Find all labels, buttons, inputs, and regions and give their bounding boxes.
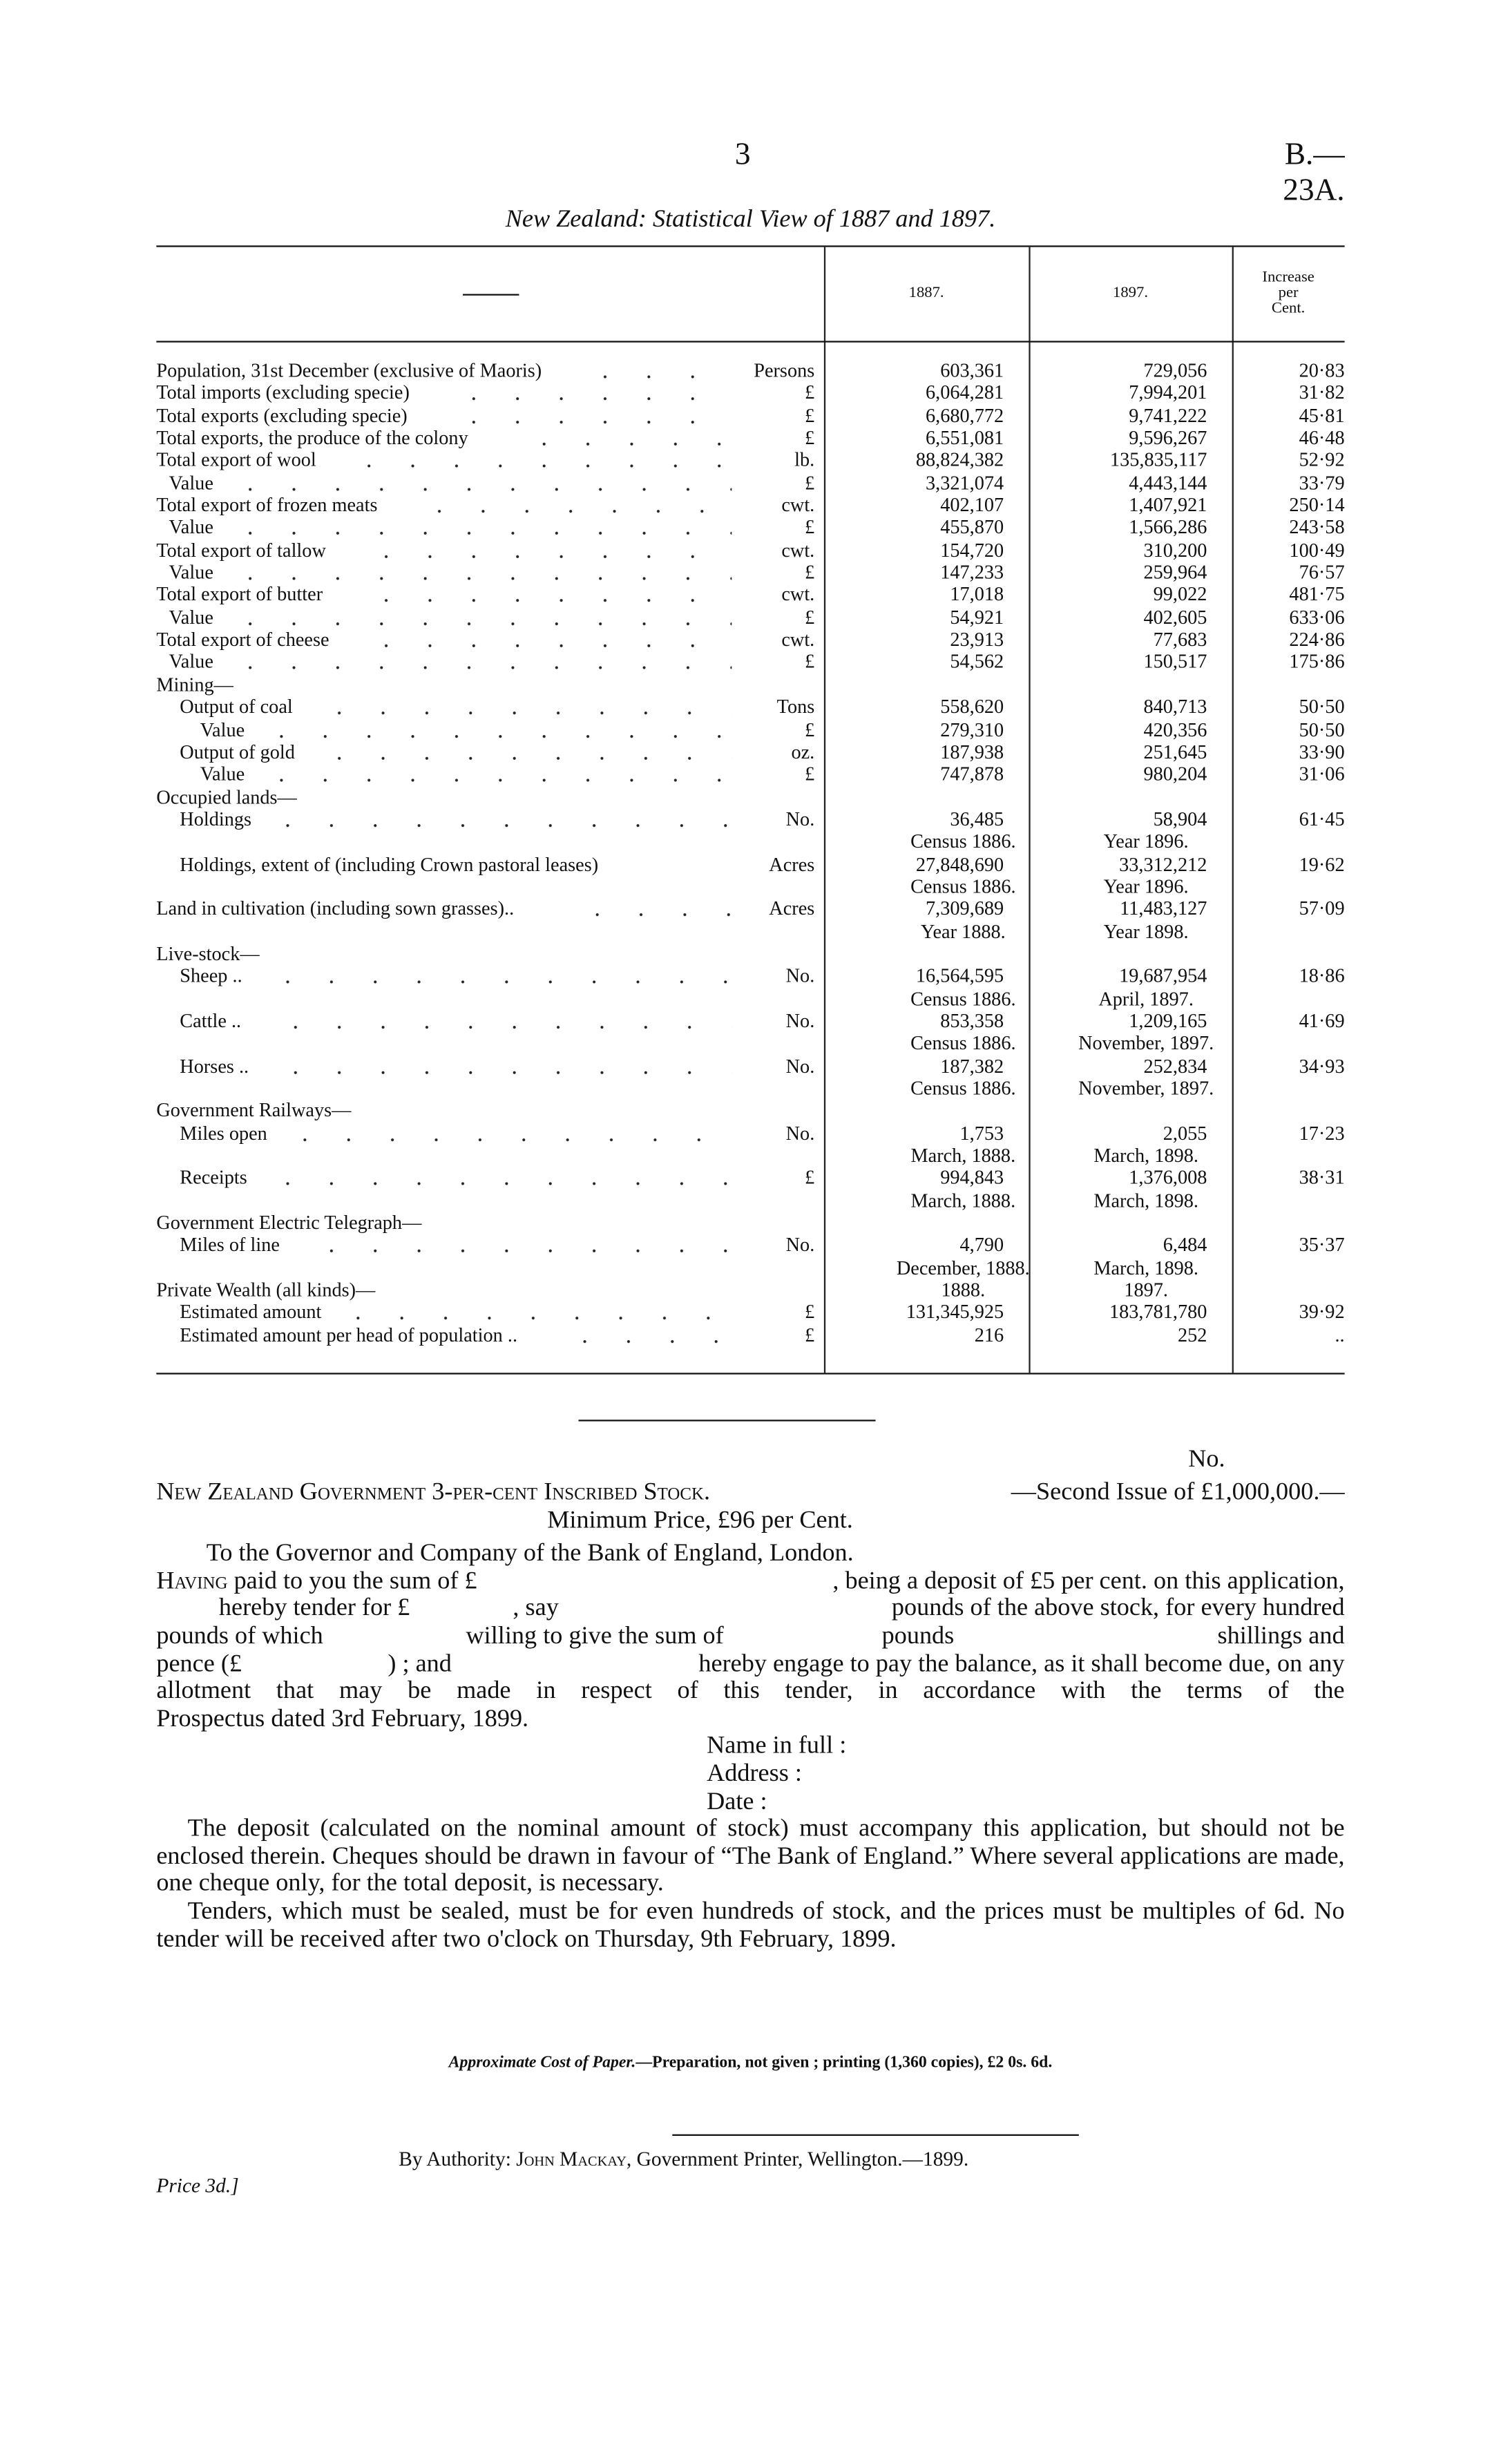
table-row [156,808,1344,830]
row-unit: No. [785,1234,815,1257]
row-label: Government Electric Telegraph— [156,1212,422,1234]
row-unit: cwt. [781,629,815,651]
value-1887: 994,843 [940,1167,1004,1190]
table-row [156,607,1344,629]
value-1897: 7,994,201 [1129,382,1207,404]
row-label: Value [169,516,213,539]
row-unit: No. [785,965,815,987]
cost-of-paper [156,2054,1344,2072]
value-1897: 402,605 [1143,606,1207,629]
increase-percent: 17·23 [1299,1122,1345,1145]
increase-percent: 33·90 [1299,741,1345,763]
row-label: Value [169,471,213,494]
form-addressee: To the Governor and Company of the Bank of England, London. [206,1540,854,1567]
form-text: shillings and [1217,1623,1345,1650]
increase-percent: 41·69 [1299,1010,1345,1032]
table-note-row [156,875,1344,897]
row-unit: No. [785,808,815,830]
row-unit: £ [805,382,815,404]
note-1887: March, 1888. [910,1189,1016,1212]
table-note-row [156,1078,1344,1100]
row-label: Output of gold [180,741,295,763]
table-row [156,763,1344,785]
row-unit: cwt. [781,494,815,517]
row-label: Horses .. [180,1055,249,1077]
row-label: Value [169,651,213,674]
tender-form [156,1479,1344,1953]
form-text: , say [513,1595,559,1623]
table-row [156,1010,1344,1032]
form-heading-title: New Zealand Government 3-per-cent Inscribed Stock. [156,1479,711,1506]
row-unit: £ [805,763,815,785]
increase-percent: .. [1335,1324,1345,1346]
value-1887: 853,358 [940,1010,1004,1032]
value-1887: 402,107 [940,494,1004,517]
address-field-label: Address : [707,1760,802,1788]
value-1897: 1,407,921 [1129,494,1207,517]
value-1897: 2,055 [1163,1122,1207,1145]
row-unit: £ [805,471,815,494]
value-1897: 183,781,780 [1109,1301,1207,1324]
dot-leader [228,517,732,539]
table-row [156,741,1344,763]
table-row [156,1301,1344,1324]
table-note-row [156,1257,1344,1279]
form-text: Having [156,1567,228,1595]
table-note-row [156,1145,1344,1167]
note-1887: 1888. [941,1279,986,1301]
row-label: Total exports (excluding specie) [156,404,408,427]
note-1897: Year 1896. [1103,875,1189,898]
increase-percent: 57·09 [1299,897,1345,920]
value-1897: 99,022 [1153,584,1207,606]
increase-percent: 38·31 [1299,1167,1345,1190]
row-label: Live-stock— [156,942,260,965]
dot-leader [260,763,732,785]
row-unit: Acres [769,852,815,875]
divider-line [578,1420,875,1421]
note-1897: March, 1898. [1093,1189,1198,1212]
increase-percent: 50·50 [1299,696,1345,718]
table-row [156,1167,1344,1189]
value-1887: 54,562 [950,651,1004,674]
value-1887: 36,485 [950,808,1004,830]
form-line [156,1596,1344,1623]
row-unit: No. [785,1055,815,1077]
header-increase [1232,247,1345,341]
increase-percent: 100·49 [1289,539,1345,562]
value-1887: 187,938 [940,741,1004,763]
row-label: Holdings [180,808,252,830]
value-1897: 729,056 [1143,359,1207,382]
form-line: allotment that may be made in respect of this tender, in accordance with the terms of the [156,1678,1345,1705]
dot-leader [336,1301,732,1324]
row-label: Occupied lands— [156,785,297,808]
dot-leader [417,494,732,516]
row-unit: £ [805,651,815,674]
row-label: Receipts [180,1167,247,1190]
form-number-label: No. [1188,1446,1225,1473]
row-unit: cwt. [781,539,815,562]
value-1897: 251,645 [1143,741,1207,763]
row-label: Total exports, the produce of the colony [156,427,468,449]
dot-leader [365,629,732,651]
table-row [156,539,1344,561]
table-row [156,943,1344,965]
date-field-label: Date : [707,1788,767,1815]
row-label: Miles of line [180,1234,280,1257]
value-1887: 6,680,772 [925,404,1004,427]
table-title: New Zealand: Statistical View of 1887 and 1897. [505,206,996,233]
printer-authority [399,2147,968,2172]
value-1887: 1,753 [959,1122,1004,1145]
row-label: Mining— [156,674,233,696]
dot-leader [228,651,732,674]
dot-leader [260,718,732,741]
row-label: Value [200,718,245,741]
form-line [156,1623,1344,1650]
increase-percent: 34·93 [1299,1055,1345,1077]
document-reference: B.—23A. [1283,137,1345,209]
increase-percent: 33·79 [1299,471,1345,494]
dot-leader [563,1324,732,1346]
price: Price 3d.] [156,2173,239,2197]
dot-leader [452,382,732,404]
row-unit: Persons [754,359,815,382]
row-label: Total export of cheese [156,629,329,651]
row-unit: lb. [794,449,815,472]
value-1887: 747,878 [940,763,1004,785]
form-text: pounds of the above stock, for every hundred [891,1595,1345,1623]
note-1887: March, 1888. [910,1144,1016,1167]
row-unit: £ [805,1301,815,1324]
row-label: Estimated amount per head of population .. [180,1324,518,1346]
table-row [156,898,1344,920]
value-1897: 252,834 [1143,1055,1207,1077]
note-1897: Year 1896. [1103,830,1189,853]
row-label: Value [169,606,213,629]
form-text: pounds of which [156,1623,323,1650]
footer-rule [672,2134,1079,2136]
value-1887: 603,361 [940,359,1004,382]
name-field-label: Name in full : [707,1732,847,1760]
dot-leader [228,472,732,494]
dot-leader [283,1122,732,1144]
row-label: Total export of wool [156,449,316,472]
form-line: Prospectus dated 3rd February, 1899. [156,1705,529,1732]
value-1887: 3,321,074 [925,471,1004,494]
increase-percent: 45·81 [1299,404,1345,427]
value-1887: 131,345,925 [906,1301,1004,1324]
form-text: hereby engage to pay the balance, as it shall become due, on any [698,1650,1345,1677]
cost-text: —Preparation, not given ; printing (1,360 copies), £2 0s. 6d. [635,2054,1053,2072]
value-1887: 23,913 [950,629,1004,651]
deposit-paragraph: The deposit (calculated on the nominal amount of stock) must accompany this application, but should not be enclosed therein. Cheques should be drawn in favour of “The Bank of England.” Where several applications are made, one cheque only, for the total deposit, is necessary. [156,1815,1345,1898]
table-row [156,696,1344,718]
table-row [156,427,1344,449]
note-1897: November, 1897. [1078,1032,1214,1055]
row-label: Holdings, extent of (including Crown pastoral leases) [180,852,599,875]
value-1887: 279,310 [940,718,1004,741]
row-label: Total export of tallow [156,539,326,562]
increase-percent: 250·14 [1289,494,1345,517]
table-row [156,651,1344,674]
increase-percent: 19·62 [1299,852,1345,875]
increase-percent: 31·82 [1299,382,1345,404]
note-1887: Census 1886. [910,1032,1016,1055]
table-row [156,562,1344,584]
note-1897: Year 1898. [1103,920,1189,942]
table-row [156,494,1344,516]
header-1897: 1897. [1113,284,1148,302]
value-1887: 154,720 [940,539,1004,562]
table-row [156,718,1344,741]
table-row [156,853,1344,875]
value-1897: 135,835,117 [1109,449,1207,472]
table-row [156,405,1344,427]
dot-leader [575,898,732,920]
value-1897: 1,566,286 [1129,516,1207,539]
increase-percent: 39·92 [1299,1301,1345,1324]
form-line [156,1650,1344,1678]
increase-percent: 61·45 [1299,808,1345,830]
row-unit: £ [805,516,815,539]
dot-leader [265,1167,732,1189]
table-row [156,584,1344,606]
row-label: Value [169,561,213,584]
table-row [156,785,1344,808]
row-unit: £ [805,1167,815,1190]
table-note-row [156,988,1344,1010]
dot-leader [452,405,732,427]
value-1887: 16,564,595 [915,965,1004,987]
note-1897: March, 1898. [1093,1144,1198,1167]
row-label: Value [200,763,245,785]
dot-leader [318,696,732,718]
increase-percent: 481·75 [1289,584,1345,606]
value-1897: 840,713 [1143,696,1207,718]
row-unit: £ [805,606,815,629]
value-1897: 420,356 [1143,718,1207,741]
value-1897: 6,484 [1163,1234,1207,1257]
row-label: Total export of butter [156,584,323,606]
value-1887: 216 [974,1324,1004,1346]
dot-leader [584,360,732,382]
header-increase-line: per [1278,284,1299,302]
tenders-paragraph: Tenders, which must be sealed, must be for even hundreds of stock, and the prices must be multiples of 6d. No tender will be received after two o'clock on Thursday, 9th February, 1899. [156,1898,1345,1952]
statistics-table [156,245,1344,1374]
note-1887: Census 1886. [910,830,1016,853]
table-row [156,1234,1344,1257]
value-1897: 11,483,127 [1120,897,1207,920]
increase-percent: 52·92 [1299,449,1345,472]
row-unit: £ [805,718,815,741]
value-1897: 1,376,008 [1129,1167,1207,1190]
increase-percent: 35·37 [1299,1234,1345,1257]
dot-leader [365,539,732,561]
form-line [156,1568,1344,1596]
increase-percent: 224·86 [1289,629,1345,651]
dot-leader [274,1055,732,1077]
dot-leader [347,449,732,471]
increase-percent: 20·83 [1299,359,1345,382]
form-text: , being a deposit of £5 per cent. on this application, [832,1567,1345,1595]
increase-percent: 50·50 [1299,718,1345,741]
table-row [156,1212,1344,1234]
table-row [156,674,1344,696]
row-unit: No. [785,1122,815,1145]
value-1887: 455,870 [940,516,1004,539]
row-unit: cwt. [781,584,815,606]
cost-label: Approximate Cost of Paper. [448,2054,636,2072]
row-label: Private Wealth (all kinds)— [156,1279,376,1301]
note-1897: March, 1898. [1093,1257,1198,1279]
note-1897: November, 1897. [1078,1077,1214,1100]
dot-leader [228,562,732,584]
authority-prefix: By Authority: [399,2146,511,2170]
row-label: Sheep .. [180,965,242,987]
dot-leader [365,584,732,606]
value-1887: 27,848,690 [915,852,1004,875]
value-1887: 6,064,281 [925,382,1004,404]
header-increase-line: Cent. [1271,300,1306,318]
value-1887: 4,790 [959,1234,1004,1257]
value-1897: 58,904 [1153,808,1207,830]
increase-percent: 243·58 [1289,516,1345,539]
table-body [156,360,1344,1347]
form-heading-issue: —Second Issue of £1,000,000.— [1011,1479,1345,1506]
table-row [156,472,1344,494]
table-row [156,1279,1344,1301]
note-1887: Census 1886. [910,987,1016,1010]
note-1897: April, 1897. [1098,987,1194,1010]
header-increase-line: Increase [1262,269,1314,287]
table-row [156,1324,1344,1346]
table-note-row [156,920,1344,942]
row-unit: £ [805,404,815,427]
increase-percent: 633·06 [1289,606,1345,629]
note-1897: 1897. [1124,1279,1168,1301]
note-1887: Year 1888. [920,920,1006,942]
form-text: pounds [881,1623,955,1650]
value-1887: 54,921 [950,606,1004,629]
row-label: Total export of frozen meats [156,494,378,517]
row-label: Government Railways— [156,1100,352,1122]
authority-suffix: , Government Printer, Wellington.—1899. [626,2146,969,2170]
increase-percent: 76·57 [1299,561,1345,584]
table-note-row [156,830,1344,852]
dot-leader [265,808,732,830]
increase-percent: 18·86 [1299,965,1345,987]
row-unit: £ [805,427,815,449]
increase-percent: 46·48 [1299,427,1345,449]
row-unit: oz. [791,741,815,763]
dot-leader [265,965,732,987]
note-1887: Census 1886. [910,1077,1016,1100]
form-text: paid to you the sum of £ [233,1567,477,1595]
value-1887: 88,824,382 [915,449,1004,472]
dot-leader [522,427,732,449]
header-dash [462,293,518,294]
row-label: Population, 31st December (exclusive of Maoris) [156,359,542,382]
form-text: willing to give the sum of [466,1623,724,1650]
dot-leader [309,1234,732,1257]
table-row [156,629,1344,651]
dot-leader [228,607,732,629]
form-text: hereby tender for £ [218,1595,410,1623]
table-row [156,1055,1344,1077]
table-row [156,382,1344,404]
value-1887: 147,233 [940,561,1004,584]
table-row [156,449,1344,471]
row-unit: Acres [769,897,815,920]
row-label: Estimated amount [180,1301,322,1324]
dot-leader [318,741,732,763]
value-1897: 9,596,267 [1129,427,1207,449]
header-label-column [156,247,824,341]
value-1887: 558,620 [940,696,1004,718]
form-minimum-price: Minimum Price, £96 per Cent. [547,1507,853,1534]
row-label: Output of coal [180,696,293,718]
table-note-row [156,1190,1344,1212]
row-label: Total imports (excluding specie) [156,382,410,404]
value-1887: 17,018 [950,584,1004,606]
printer-name: John Mackay [516,2146,627,2170]
form-heading [156,1479,1344,1507]
row-label: Land in cultivation (including sown grasses).. [156,897,515,920]
table-header [156,247,1344,343]
value-1897: 150,517 [1143,651,1207,674]
value-1897: 19,687,954 [1119,965,1207,987]
table-row [156,517,1344,539]
table-row [156,1100,1344,1122]
header-1887: 1887. [908,284,944,302]
row-unit: Tons [776,696,815,718]
value-1897: 980,204 [1143,763,1207,785]
row-unit: £ [805,561,815,584]
value-1897: 4,443,144 [1129,471,1207,494]
note-1887: Census 1886. [910,875,1016,898]
note-1887: December, 1888. [896,1257,1030,1279]
value-1887: 6,551,081 [925,427,1004,449]
value-1897: 259,964 [1143,561,1207,584]
row-label: Miles open [180,1122,267,1145]
table-note-row [156,1033,1344,1055]
value-1897: 1,209,165 [1129,1010,1207,1032]
value-1897: 252 [1177,1324,1207,1346]
value-1887: 7,309,689 [925,897,1004,920]
dot-leader [274,1010,732,1032]
value-1897: 9,741,222 [1129,404,1207,427]
row-label: Cattle .. [180,1010,242,1032]
row-unit: No. [785,1010,815,1032]
value-1887: 187,382 [940,1055,1004,1077]
value-1897: 310,200 [1143,539,1207,562]
value-1897: 77,683 [1153,629,1207,651]
increase-percent: 31·06 [1299,763,1345,785]
value-1897: 33,312,212 [1119,852,1207,875]
table-row [156,1122,1344,1144]
table-row [156,360,1344,382]
form-text: ) ; and [388,1650,452,1677]
increase-percent: 175·86 [1289,651,1345,674]
form-text: pence (£ [156,1650,242,1677]
table-row [156,965,1344,987]
page-number: 3 [734,137,751,172]
row-unit: £ [805,1324,815,1346]
